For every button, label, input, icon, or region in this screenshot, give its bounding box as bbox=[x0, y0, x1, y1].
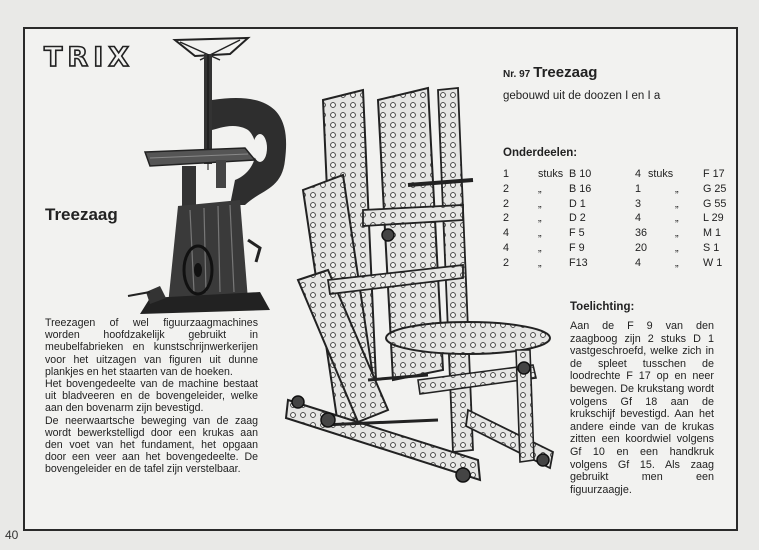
description-paragraph: De neerwaartsche beweging van de zaag wordt bewerkstelligd door een krukas aan den voet van het fundament, het opgaan door een veer aan het bovengedeelte. De bovengeleider en de tafel zijn verstelbaar. bbox=[45, 414, 258, 476]
part-code: S 1 bbox=[703, 241, 720, 254]
part-unit: „ bbox=[538, 256, 542, 269]
part-code: W 1 bbox=[703, 256, 723, 269]
model-number: Nr. 97 bbox=[503, 69, 531, 80]
part-unit: „ bbox=[675, 241, 679, 254]
model-number-heading bbox=[503, 64, 597, 82]
model-subtitle: gebouwd uit de doozen I en I a bbox=[503, 90, 661, 102]
part-unit: „ bbox=[675, 197, 679, 210]
article-title: Treezaag bbox=[45, 205, 118, 224]
part-qty: 4 bbox=[635, 256, 642, 269]
part-qty: 2 bbox=[503, 182, 510, 195]
description-paragraph: Treezagen of wel figuurzaagmachines worden hoofdzakelijk gebruikt in meubelfabrieken en kunstschrijnwerkerijen voor het uitzagen van figuren uit dunne plankjes en het staarten van de hoeken. bbox=[45, 317, 258, 378]
part-unit: „ bbox=[538, 197, 542, 210]
part-qty: 2 bbox=[503, 212, 510, 225]
part-qty: 3 bbox=[635, 197, 642, 210]
page-number: 40 bbox=[5, 528, 19, 542]
part-code: B 10 bbox=[569, 168, 592, 180]
part-code: B 16 bbox=[569, 182, 592, 195]
part-unit: „ bbox=[675, 227, 679, 240]
construction-model-illustration bbox=[268, 80, 568, 500]
part-qty: 1 bbox=[635, 182, 642, 195]
part-code: F 17 bbox=[703, 168, 725, 180]
part-code: G 25 bbox=[703, 182, 727, 195]
part-code: D 2 bbox=[569, 212, 586, 225]
trix-logo: TRIX bbox=[44, 42, 135, 73]
part-qty: 20 bbox=[635, 241, 648, 254]
part-unit: stuks bbox=[648, 168, 674, 180]
part-qty: 36 bbox=[635, 227, 648, 240]
part-qty: 1 bbox=[503, 168, 510, 180]
description-paragraph: Het bovengedeelte van de machine bestaat uit bladveeren en de bovengeleider, welke aan den bovenarm zijn bevestigd. bbox=[45, 378, 258, 415]
part-unit: „ bbox=[538, 182, 542, 195]
model-title: Treezaag bbox=[533, 64, 598, 81]
article-description bbox=[45, 317, 258, 476]
part-unit: „ bbox=[675, 212, 679, 225]
notes-heading: Toelichting: bbox=[570, 301, 635, 313]
notes-text: Aan de F 9 van den zaagboog zijn 2 stuks D 1 vastgeschroefd, welke zich in de spleet tusschen de loodrechte F 17 op en neer bewegen. De krukstang wordt volgens Gf 18 aan de krukschijf bevestigd. Aan het andere einde van de krukas zitten een koordwiel volgens Gf 10 en een handkruk volgens Gf 15. Als zaag gebruikt men een figuurzaagje. bbox=[570, 320, 714, 496]
part-unit: „ bbox=[675, 256, 679, 269]
part-code: L 29 bbox=[703, 212, 724, 225]
part-code: D 1 bbox=[569, 197, 586, 210]
part-unit: „ bbox=[538, 227, 542, 240]
part-unit: „ bbox=[675, 182, 679, 195]
part-qty: 4 bbox=[635, 212, 642, 225]
part-unit: „ bbox=[538, 241, 542, 254]
part-qty: 4 bbox=[503, 227, 510, 240]
part-qty: 2 bbox=[503, 197, 510, 210]
part-unit: „ bbox=[538, 212, 542, 225]
part-code: F 5 bbox=[569, 227, 585, 240]
parts-heading: Onderdeelen: bbox=[503, 147, 578, 159]
part-code: F 9 bbox=[569, 241, 585, 254]
part-code: F13 bbox=[569, 256, 588, 269]
part-qty: 4 bbox=[635, 168, 642, 180]
part-unit: stuks bbox=[538, 168, 564, 180]
part-code: M 1 bbox=[703, 227, 721, 240]
part-qty: 4 bbox=[503, 241, 510, 254]
part-qty: 2 bbox=[503, 256, 510, 269]
part-code: G 55 bbox=[703, 197, 727, 210]
